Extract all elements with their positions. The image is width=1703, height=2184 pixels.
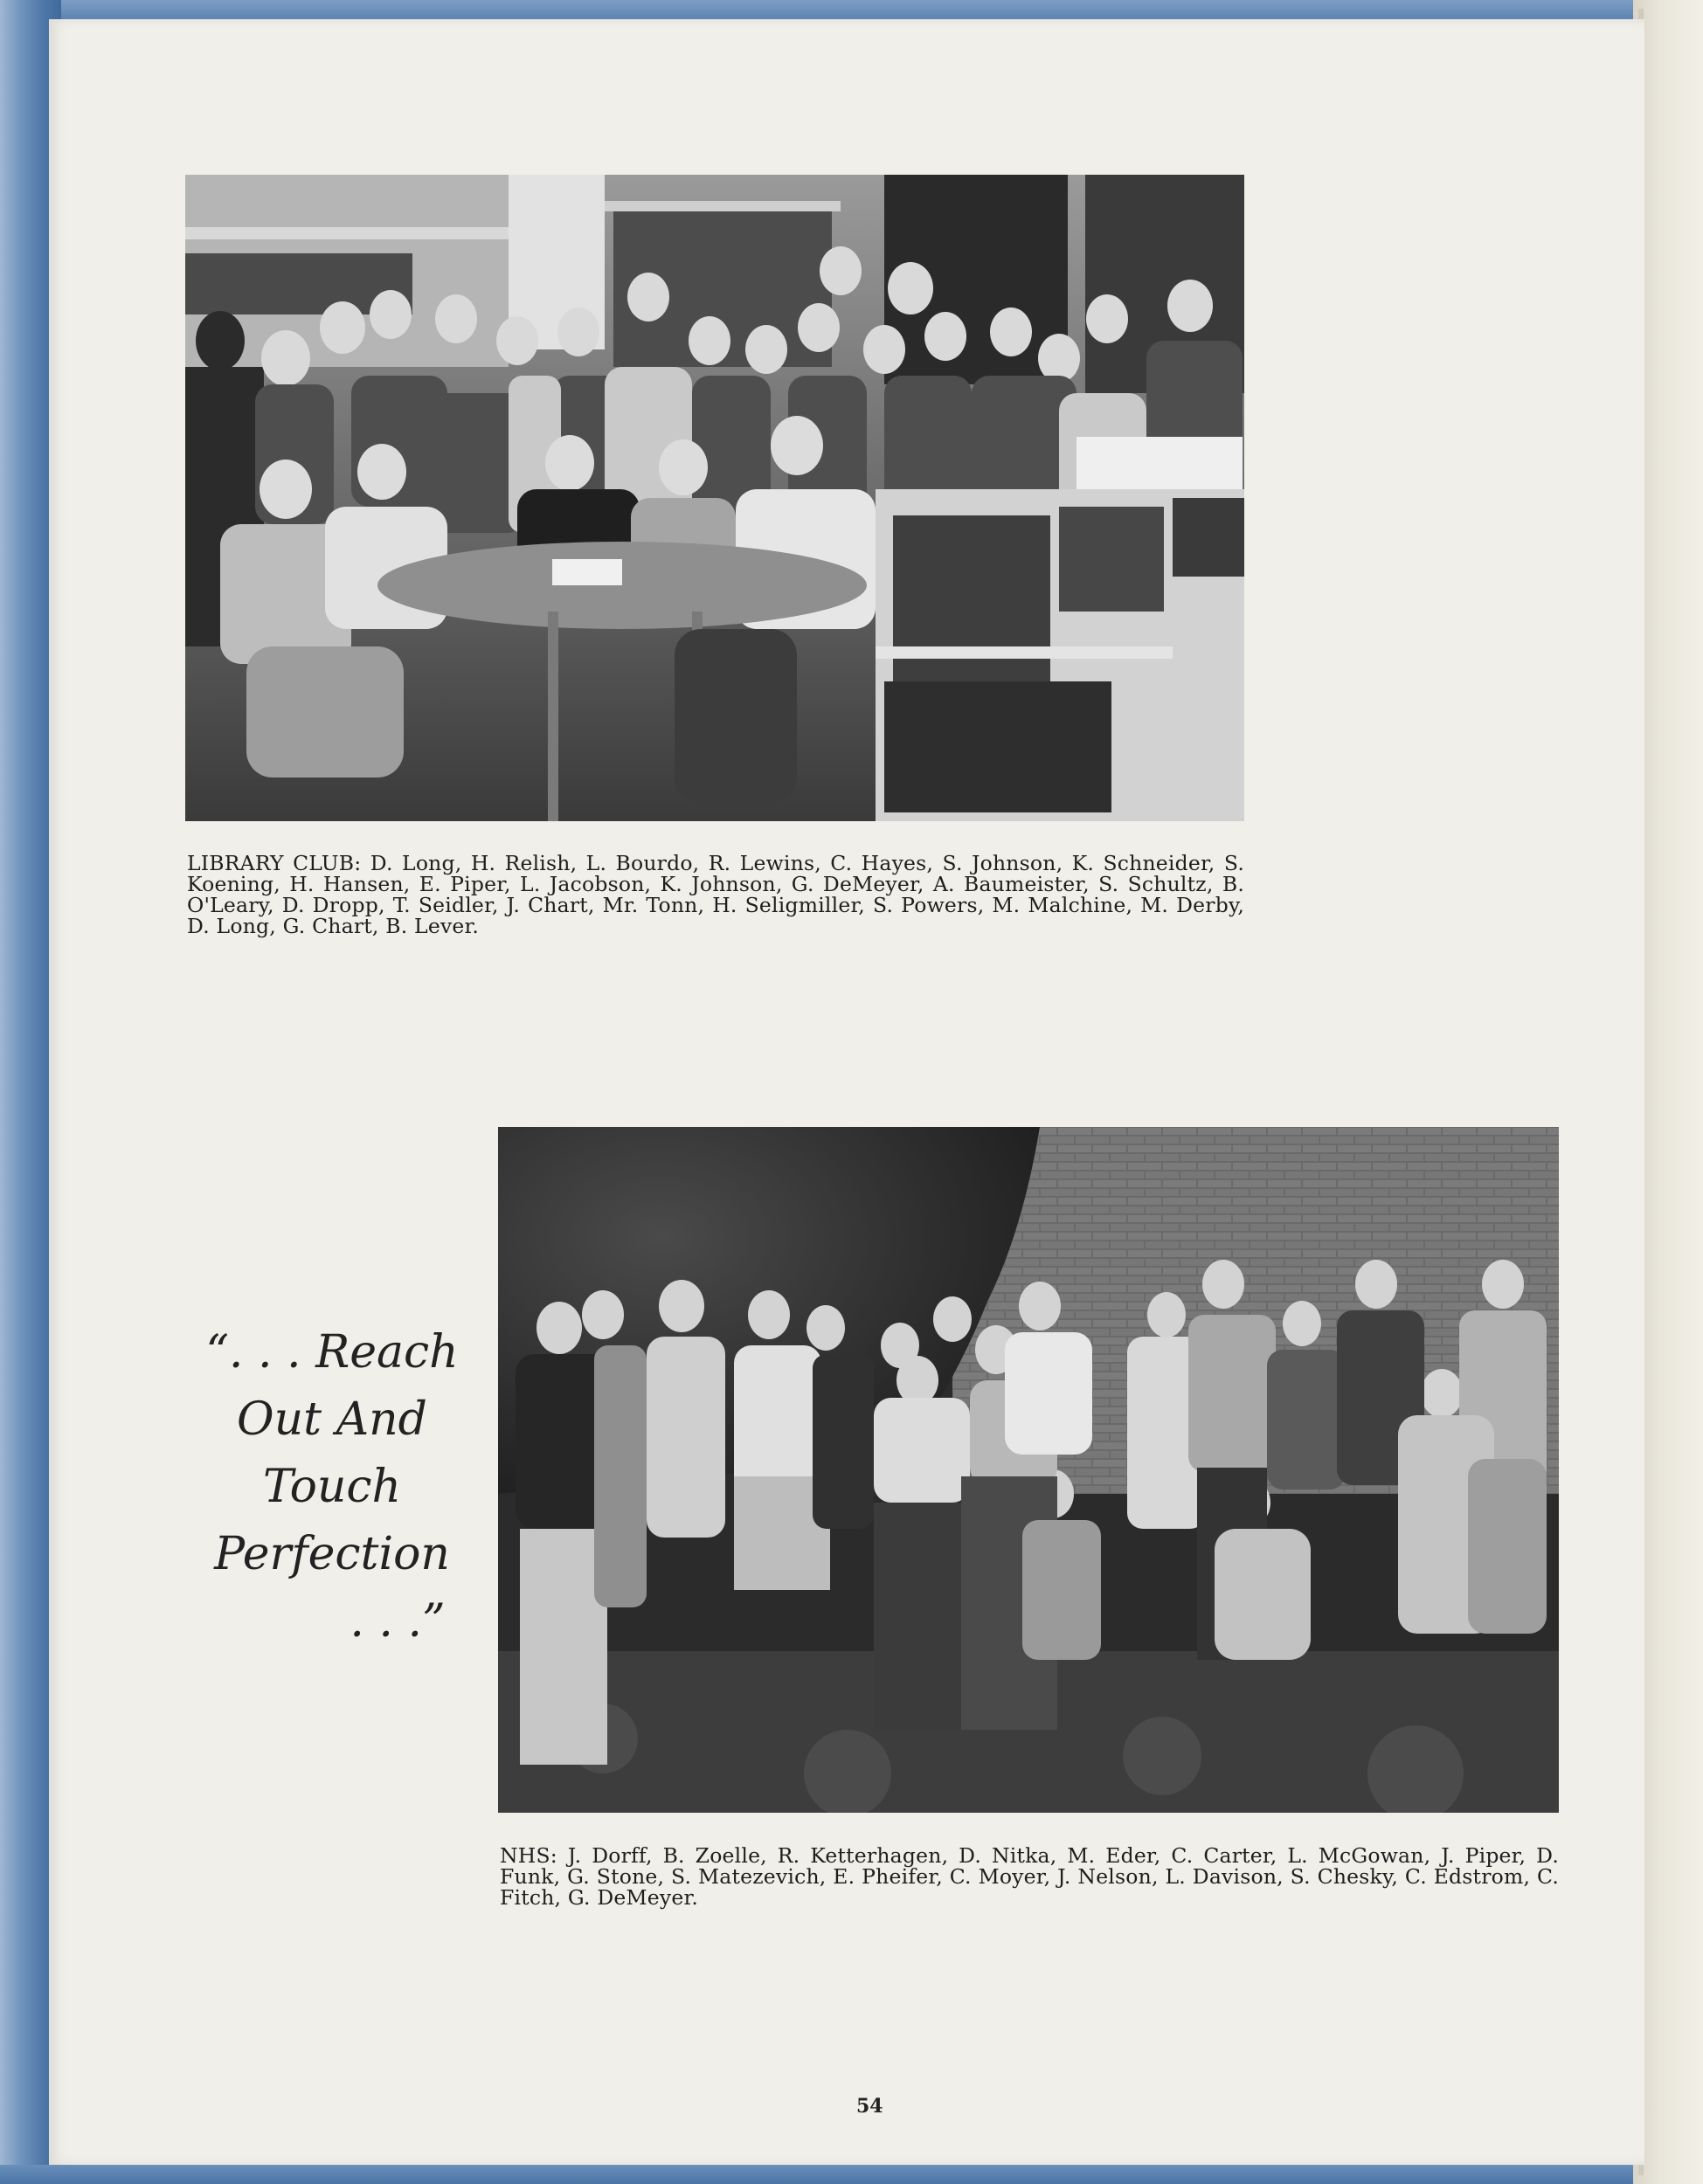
pull-quote [175, 1319, 489, 1655]
quote-line-1: “. . . Reach [205, 1326, 459, 1379]
nhs-photo [498, 1127, 1559, 1813]
page-number: 54 [856, 2095, 883, 2118]
quote-line-2: Out And [237, 1393, 427, 1446]
nhs-caption: NHS: J. Dorff, B. Zoelle, R. Ketterhagen, D. Nitka, M. Eder, C. Carter, L. McGowan, J. Piper, D. Funk, G. Stone, S. Matezevich, E. Pheifer, C. Moyer, J. Nelson, L. Davison, S. Chesky, C. Edstrom, C. Fitch, G. DeMeyer. [500, 1843, 1559, 1910]
nhs-photo-image [498, 1127, 1559, 1813]
library-club-photo [185, 175, 1244, 821]
quote-line-5: . . .” [350, 1595, 446, 1648]
quote-line-4: Perfection [214, 1528, 450, 1580]
book-binding-bottom [0, 2165, 1703, 2184]
library-club-caption: LIBRARY CLUB: D. Long, H. Relish, L. Bourdo, R. Lewins, C. Hayes, S. Johnson, K. Schneider, S. Koening, H. Hansen, E. Piper, L. Jacobson, K. Johnson, G. DeMeyer, A. Baumeister, S. Schultz, B. O'Leary, D. Dropp, T. Seidler, J. Chart, Mr. Tonn, H. Seligmiller, S. Powers, M. Malchine, M. Derby, D. Long, G. Chart, B. Lever. [187, 851, 1244, 938]
library-club-photo-image [185, 175, 1244, 821]
book-binding-top [0, 0, 1703, 21]
quote-line-3: Touch [262, 1461, 402, 1513]
